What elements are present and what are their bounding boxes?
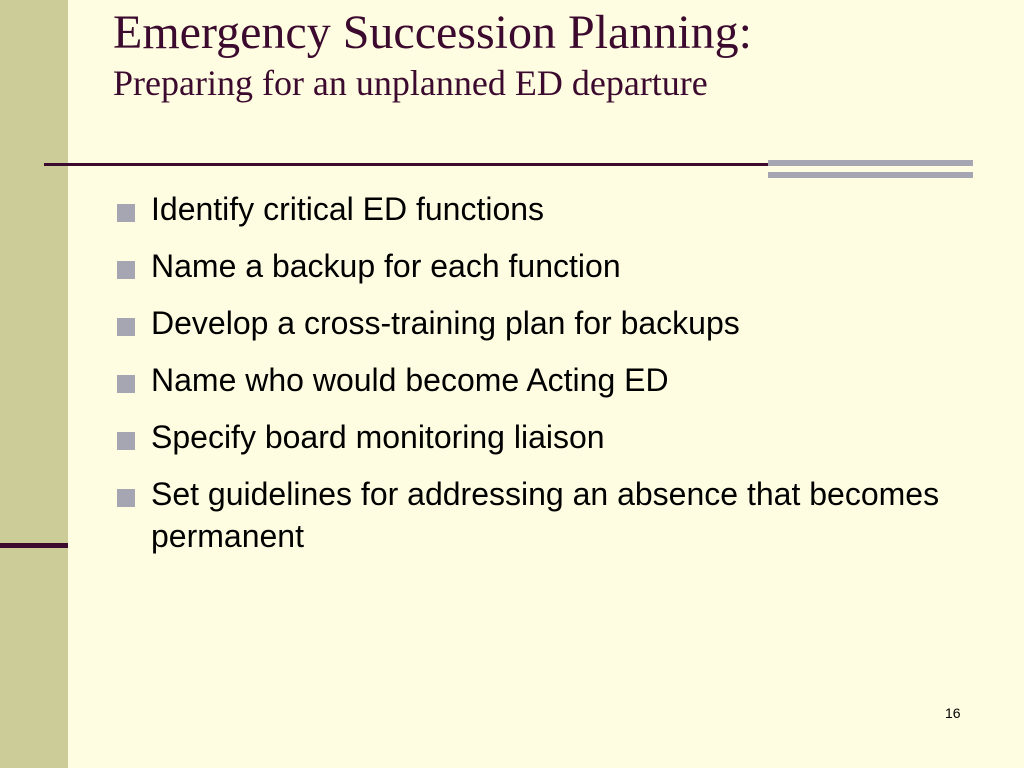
- bullet-text: Develop a cross-training plan for backups: [151, 305, 740, 341]
- page-number: 16: [945, 705, 961, 721]
- divider-accent-bars: [768, 160, 973, 178]
- square-bullet-icon: [117, 489, 135, 507]
- bullet-text: Set guidelines for addressing an absence that becomes permanent: [151, 476, 940, 554]
- bullet-text: Name a backup for each function: [151, 248, 621, 284]
- bullet-item: [117, 416, 987, 458]
- square-bullet-icon: [117, 375, 135, 393]
- bullet-list: [117, 188, 987, 572]
- square-bullet-icon: [117, 261, 135, 279]
- bullet-item: [117, 188, 987, 230]
- slide-title-block: [113, 6, 993, 104]
- left-decorative-band: [0, 0, 68, 768]
- bullet-item: [117, 473, 987, 557]
- slide-subtitle: Preparing for an unplanned ED departure: [113, 63, 708, 103]
- bullet-text: Specify board monitoring liaison: [151, 419, 605, 455]
- bullet-text: Identify critical ED functions: [151, 191, 545, 227]
- left-accent-bar: [0, 543, 68, 548]
- bullet-text: Name who would become Acting ED: [151, 362, 669, 398]
- bullet-item: [117, 359, 987, 401]
- square-bullet-icon: [117, 204, 135, 222]
- square-bullet-icon: [117, 432, 135, 450]
- square-bullet-icon: [117, 318, 135, 336]
- slide-title: Emergency Succession Planning:: [113, 6, 752, 59]
- bullet-item: [117, 302, 987, 344]
- bullet-item: [117, 245, 987, 287]
